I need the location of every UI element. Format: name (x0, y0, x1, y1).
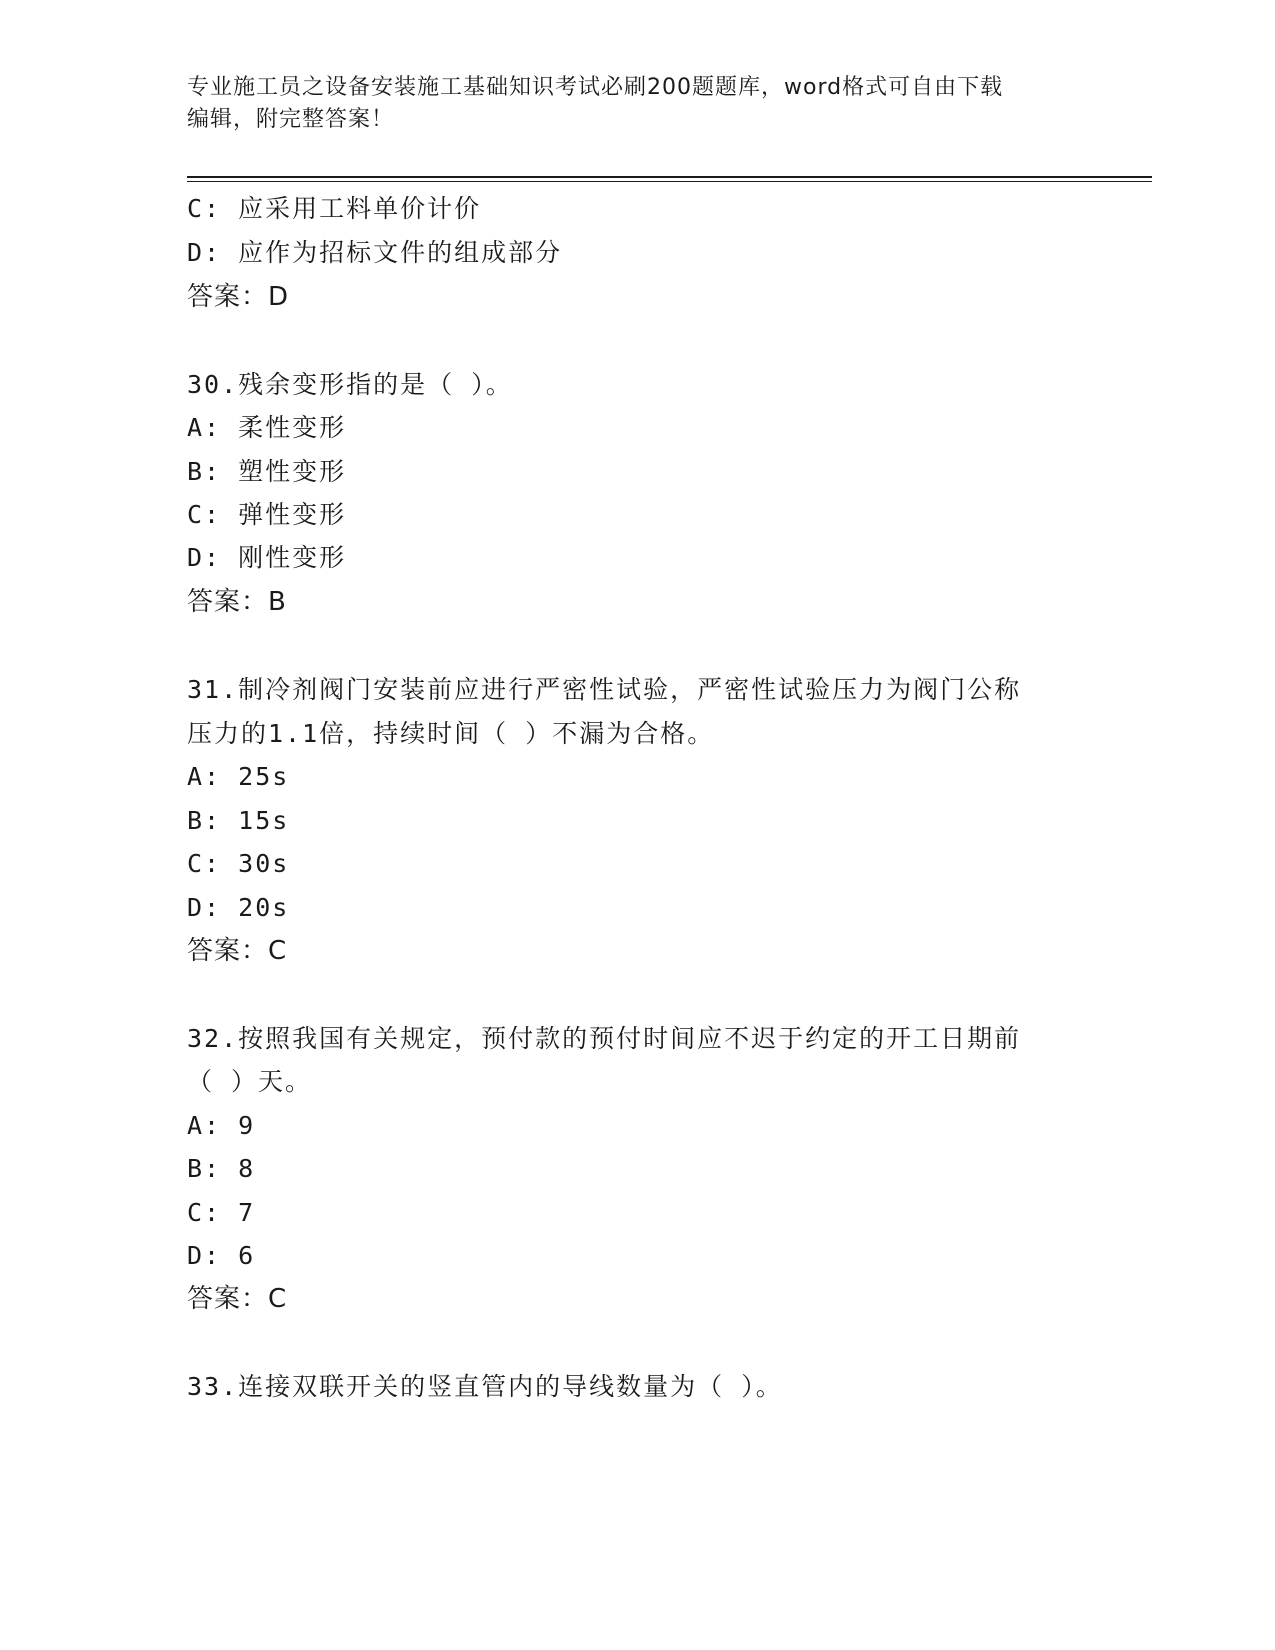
q31-stem-line-1: 31.制冷剂阀门安装前应进行严密性试验，严密性试验压力为阀门公称 (187, 675, 1022, 704)
q33-stem: 33.连接双联开关的竖直管内的导线数量为（ ）。 (187, 1372, 783, 1401)
q31-option-b: B: 15s (187, 806, 290, 835)
header-title-line-1: 专业施工员之设备安装施工基础知识考试必刷200题题库，word格式可自由下载 (187, 75, 1004, 100)
q30-option-d: D: 刚性变形 (187, 543, 347, 572)
q31-stem-line-2: 压力的1.1倍，持续时间（ ）不漏为合格。 (187, 719, 715, 748)
header-title-line-2: 编辑，附完整答案！ (187, 107, 395, 132)
document-header (187, 72, 1067, 136)
q31-option-d: D: 20s (187, 893, 290, 922)
q32-option-c: C: 7 (187, 1198, 256, 1227)
header-divider-thin (187, 181, 1152, 182)
q32-answer: 答案：C (187, 1284, 288, 1314)
q30-option-b: B: 塑性变形 (187, 457, 347, 486)
q32-stem-line-2: （ ）天。 (187, 1067, 313, 1096)
q30-answer: 答案：B (187, 587, 287, 617)
q31-option-c: C: 30s (187, 849, 290, 878)
q30-option-a: A: 柔性变形 (187, 413, 347, 442)
q31-option-a: A: 25s (187, 762, 290, 791)
q29-option-d: D: 应作为招标文件的组成部分 (187, 238, 563, 267)
header-divider-thick (187, 176, 1152, 178)
q29-option-c: C: 应采用工料单价计价 (187, 194, 482, 223)
q30-stem: 30.残余变形指的是（ ）。 (187, 370, 513, 399)
q29-answer: 答案：D (187, 282, 290, 312)
q32-stem-line-1: 32.按照我国有关规定，预付款的预付时间应不迟于约定的开工日期前 (187, 1024, 1022, 1053)
q30-option-c: C: 弹性变形 (187, 500, 347, 529)
q32-option-d: D: 6 (187, 1241, 256, 1270)
q31-answer: 答案：C (187, 936, 288, 966)
q32-option-b: B: 8 (187, 1154, 256, 1183)
q32-option-a: A: 9 (187, 1111, 256, 1140)
